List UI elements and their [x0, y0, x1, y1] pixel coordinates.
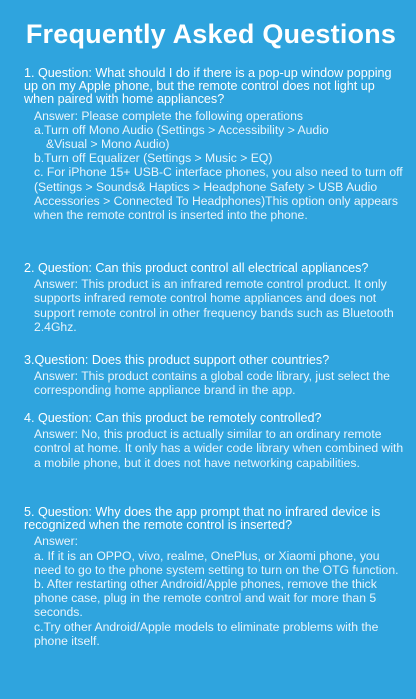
faq-item-5	[24, 506, 406, 648]
faq-answer-2	[34, 277, 406, 334]
answer-line: Answer: Please complete the following operations	[34, 108, 303, 123]
faq-item-4	[24, 412, 406, 470]
answer-line: Answer: This product contains a global code library, just select the corresponding home appliance brand in the app.	[34, 369, 390, 398]
faq-item-1	[24, 67, 406, 222]
answer-line: c. For iPhone 15+ USB-C interface phones, you also need to turn off (Settings > Sounds& Haptics > Headphone Safety > USB Audio Accessories > Connected To Headphones)This option only appears when the remote control is inserted into the phone.	[34, 165, 403, 223]
answer-line: Answer: This product is an infrared remote control product. It only supports infrared remote control home appliances and does not support remote control in other frequency bands such as Bluetooth 2.4Ghz.	[34, 277, 394, 334]
faq-question-5: 5. Question: Why does the app prompt that no infrared device is recognized when the remote control is inserted?	[24, 505, 381, 533]
faq-item-2	[24, 262, 406, 334]
faq-answer-4	[34, 427, 406, 470]
faq-question-4: 4. Question: Can this product be remotely controlled?	[24, 411, 322, 425]
answer-line: &Visual > Mono Audio)	[46, 137, 170, 152]
faq-question-1: 1. Question: What should I do if there is a pop-up window popping up on my Apple phone, but the remote control does not light up when paired with home appliances?	[24, 66, 392, 107]
answer-line: c.Try other Android/Apple models to eliminate problems with the phone itself.	[34, 619, 379, 648]
answer-line: Answer:	[34, 534, 79, 549]
faq-answer-5	[34, 534, 406, 648]
answer-line: Answer: No, this product is actually similar to an ordinary remote control at home. It only has a wider code library when combined with a mobile phone, but it does not have networking capabilities.	[34, 427, 404, 470]
faq-answer-1	[34, 109, 406, 223]
answer-line: a. If it is an OPPO, vivo, realme, OnePlus, or Xiaomi phone, you need to go to the phone system setting to turn on the OTG function.	[34, 548, 399, 577]
faq-question-3: 3.Question: Does this product support other countries?	[24, 353, 330, 367]
faq-answer-3	[34, 369, 406, 397]
faq-question-2: 2. Question: Can this product control all electrical appliances?	[24, 261, 369, 275]
answer-line: a.Turn off Mono Audio (Settings > Accessibility > Audio	[34, 122, 329, 137]
page-title: Frequently Asked Questions	[25, 19, 397, 49]
answer-line: b.Turn off Equalizer (Settings > Music > EQ)	[34, 151, 273, 166]
faq-item-3	[24, 354, 406, 398]
answer-line: b. After restarting other Android/Apple phones, remove the thick phone case, plug in the remote control and wait for more than 5 seconds.	[34, 577, 377, 620]
